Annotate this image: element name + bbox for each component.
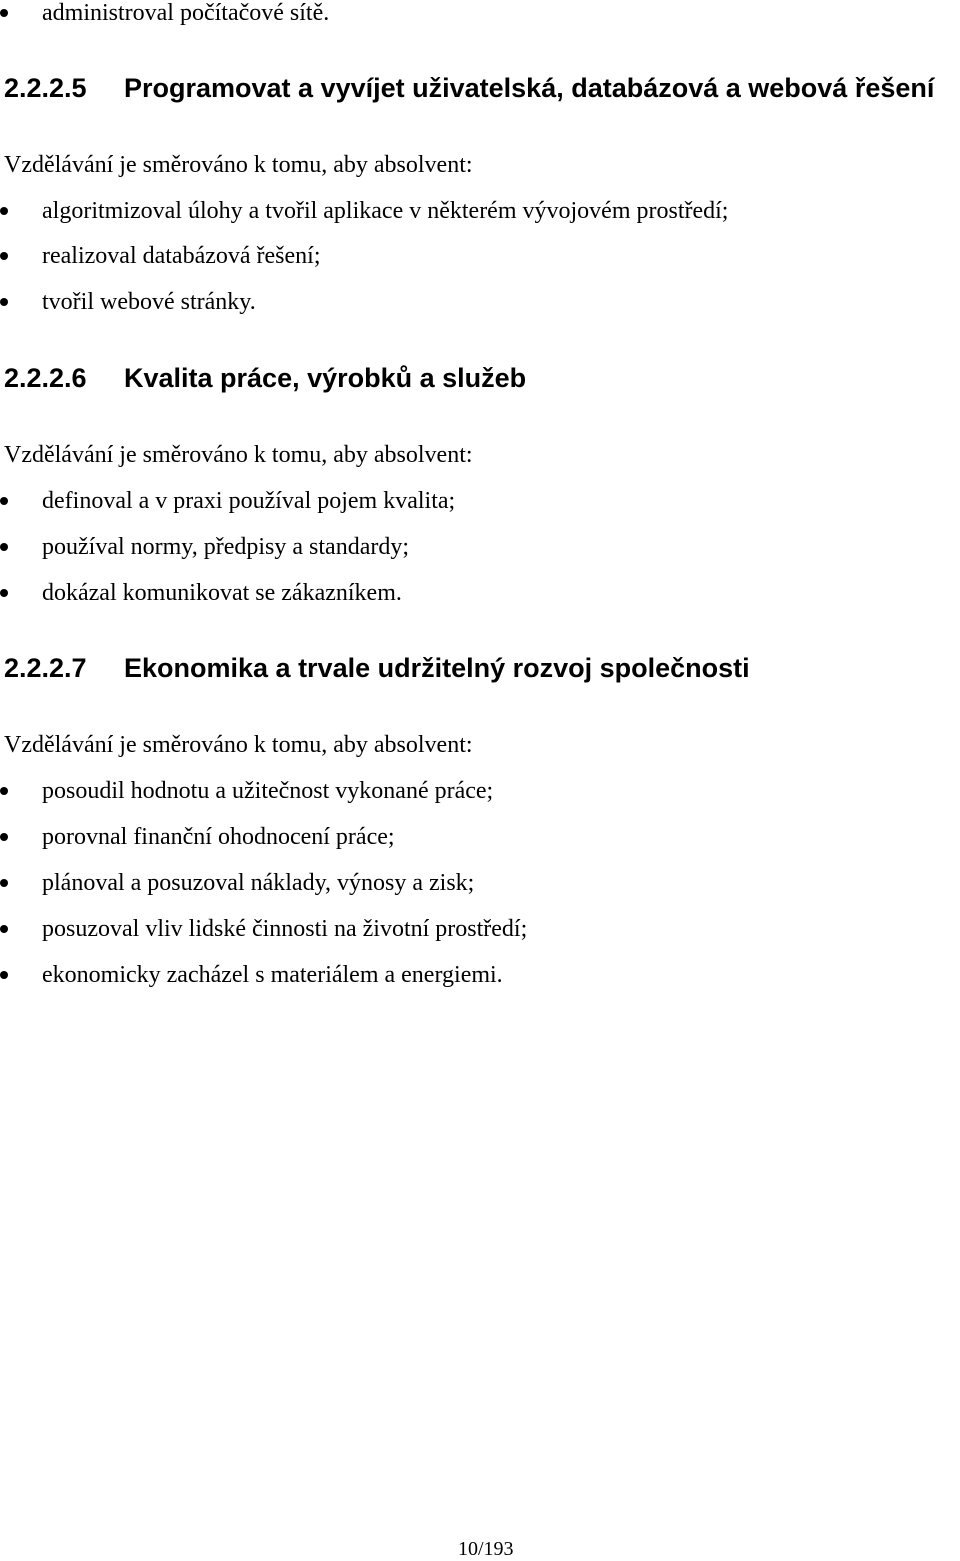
- section-lead: Vzdělávání je směrováno k tomu, aby absolvent:: [4, 152, 473, 178]
- list-item-text: posoudil hodnotu a užitečnost vykonané práce;: [42, 778, 494, 804]
- section-heading: [0, 72, 960, 104]
- bullet-icon: [0, 589, 8, 597]
- section-number: 2.2.2.7: [4, 653, 87, 683]
- section-lead: Vzdělávání je směrováno k tomu, aby absolvent:: [4, 442, 473, 468]
- bullet-icon: [0, 787, 8, 795]
- list-item: [0, 533, 960, 561]
- section-number: 2.2.2.5: [4, 73, 87, 103]
- bullet-icon: [0, 543, 8, 551]
- bullet-icon: [0, 833, 8, 841]
- section-title: Programovat a vyvíjet uživatelská, databázová a webová řešení: [124, 73, 935, 103]
- list-item-text: používal normy, předpisy a standardy;: [42, 534, 410, 560]
- section-heading: [0, 652, 960, 684]
- list-item: [0, 961, 960, 989]
- bullet-icon: [0, 252, 8, 260]
- list-item-text: definoval a v praxi používal pojem kvalita;: [42, 488, 456, 514]
- section-heading: [0, 362, 960, 394]
- list-item: [0, 487, 960, 515]
- list-item: [0, 579, 960, 607]
- list-item-text: tvořil webové stránky.: [42, 289, 256, 315]
- list-item-text: administroval počítačové sítě.: [42, 0, 330, 26]
- list-item: [0, 197, 960, 225]
- section-title: Kvalita práce, výrobků a služeb: [124, 363, 527, 393]
- page-number: 10/193: [458, 1538, 514, 1560]
- bullet-icon: [0, 207, 8, 215]
- section-lead: Vzdělávání je směrováno k tomu, aby absolvent:: [4, 732, 473, 758]
- list-item-text: dokázal komunikovat se zákazníkem.: [42, 580, 402, 606]
- list-item-text: posuzoval vliv lidské činnosti na životní prostředí;: [42, 916, 528, 942]
- section-title: Ekonomika a trvale udržitelný rozvoj společnosti: [124, 653, 750, 683]
- list-item-text: ekonomicky zacházel s materiálem a energiemi.: [42, 962, 503, 988]
- list-item-text: algoritmizoval úlohy a tvořil aplikace v některém vývojovém prostředí;: [42, 198, 729, 224]
- bullet-icon: [0, 9, 8, 17]
- list-item-text: porovnal finanční ohodnocení práce;: [42, 824, 395, 850]
- bullet-icon: [0, 879, 8, 887]
- list-item: [0, 823, 960, 851]
- list-item: [0, 242, 960, 270]
- bullet-icon: [0, 925, 8, 933]
- list-item: [0, 777, 960, 805]
- bullet-icon: [0, 298, 8, 306]
- list-item-text: plánoval a posuzoval náklady, výnosy a zisk;: [42, 870, 475, 896]
- bullet-icon: [0, 497, 8, 505]
- section-number: 2.2.2.6: [4, 363, 87, 393]
- list-item: [0, 869, 960, 897]
- list-item: [0, 288, 960, 316]
- list-item: [0, 0, 960, 27]
- list-item: [0, 915, 960, 943]
- list-item-text: realizoval databázová řešení;: [42, 243, 321, 269]
- bullet-icon: [0, 971, 8, 979]
